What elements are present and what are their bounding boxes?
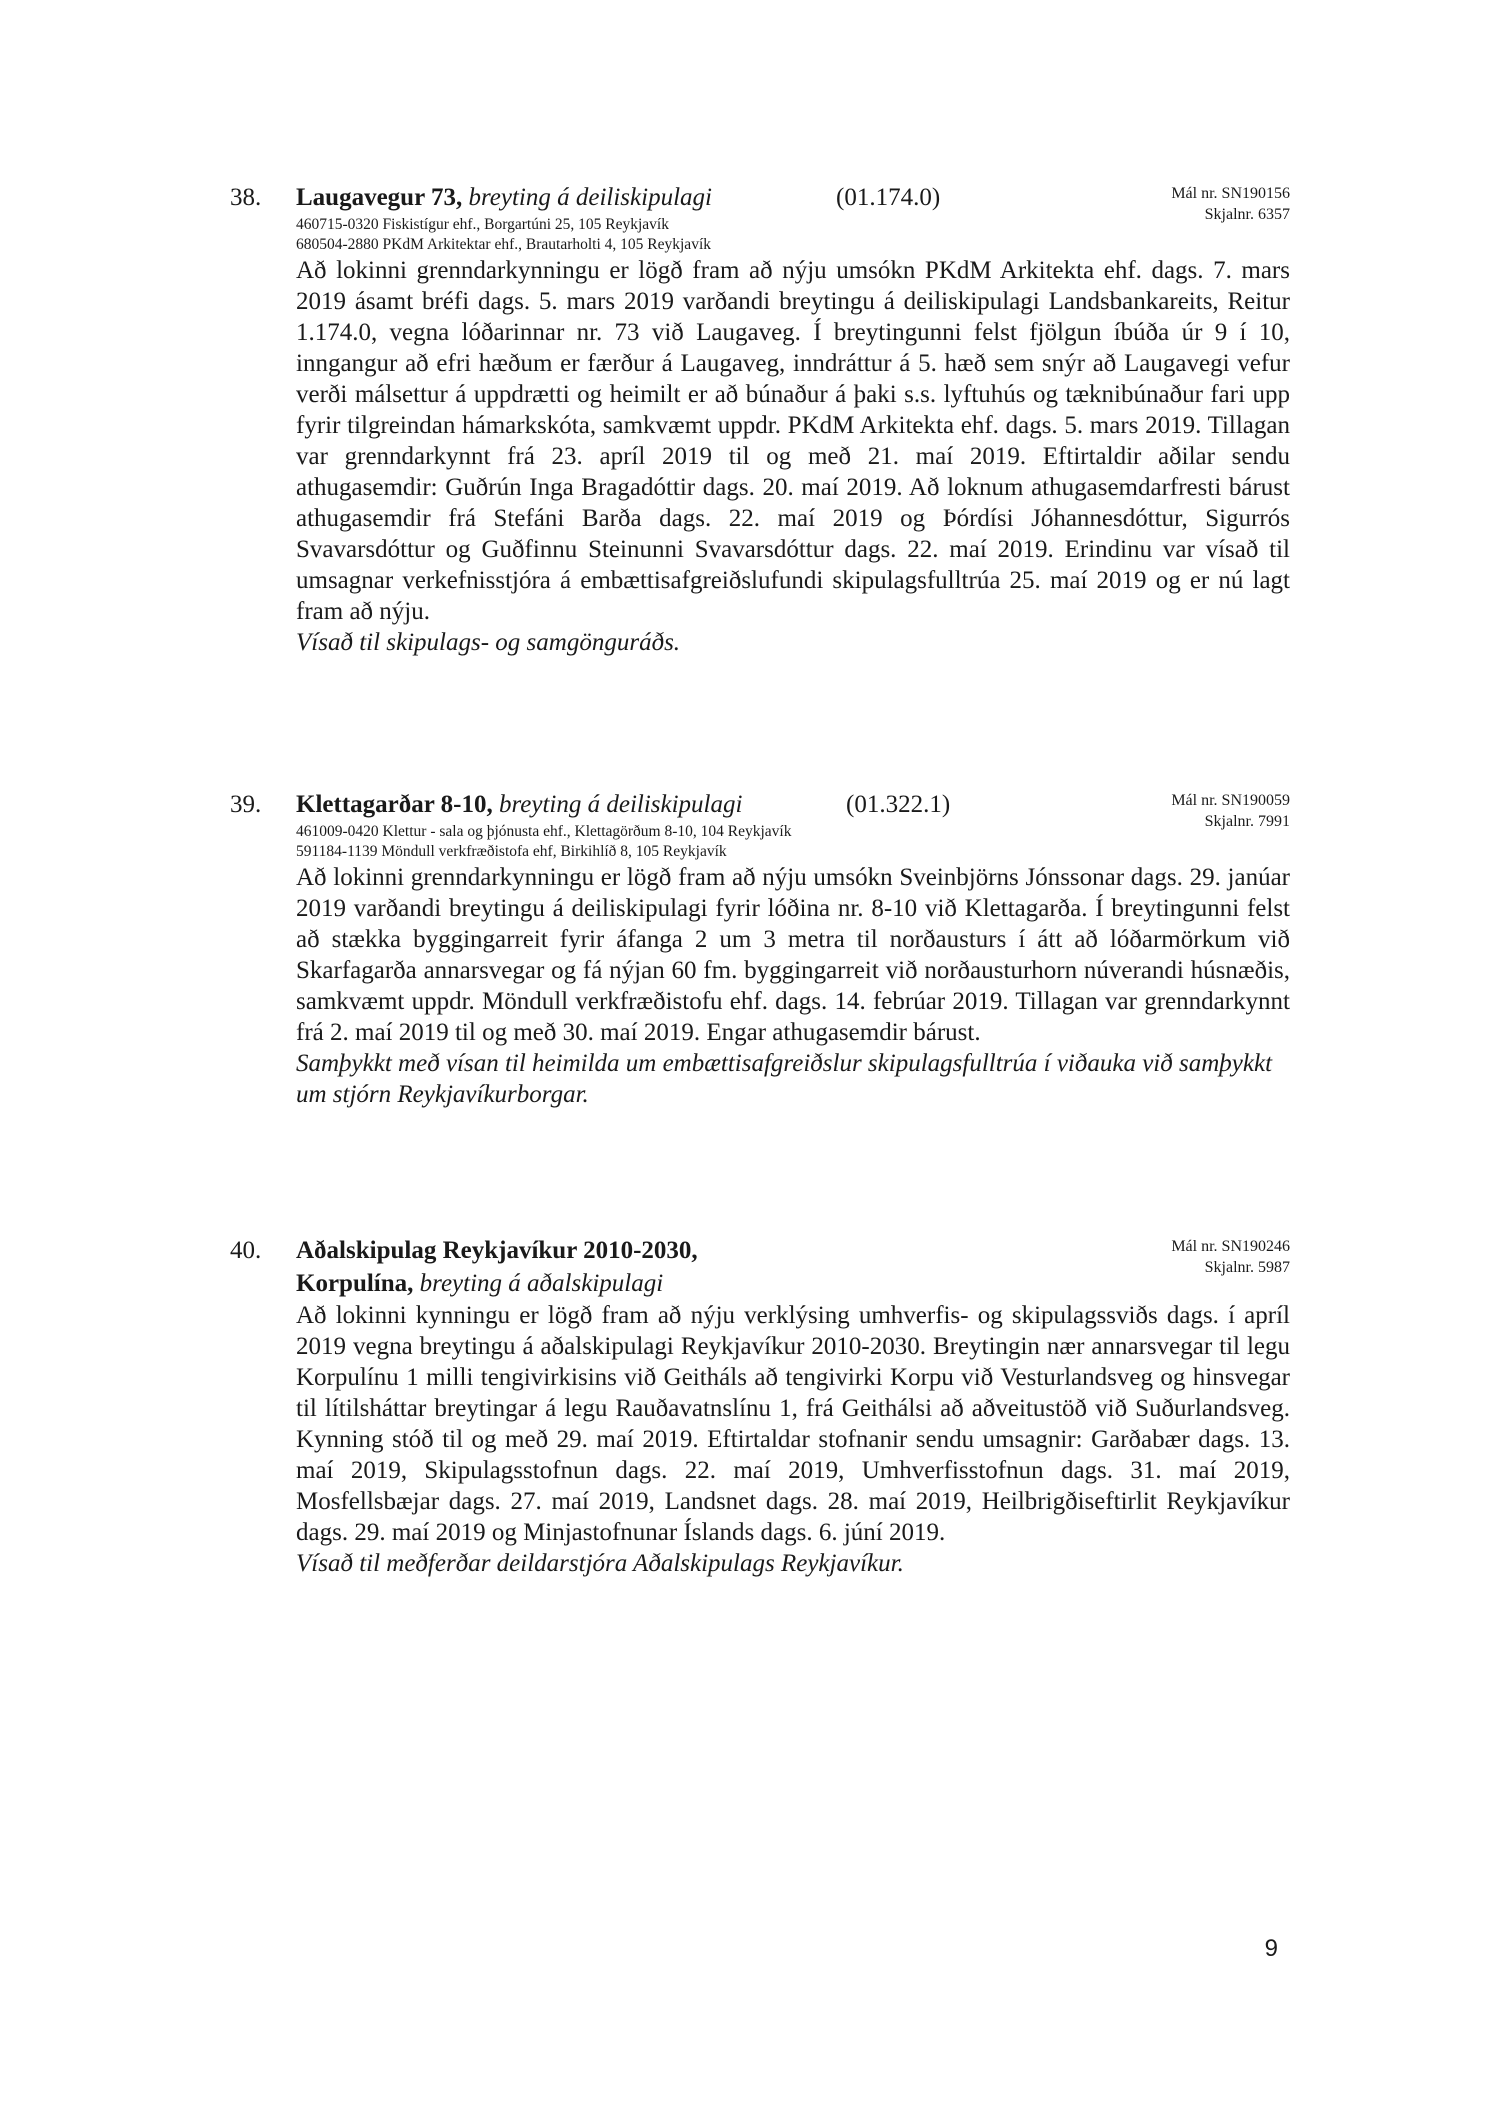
agenda-item-39 bbox=[230, 788, 1290, 1110]
case-meta bbox=[1171, 1236, 1290, 1278]
item-header bbox=[296, 181, 1290, 223]
applicant-line: 591184-1139 Möndull verkfræðistofa ehf, Birkihlíð 8, 105 Reykjavík bbox=[296, 843, 727, 860]
item-body: Að lokinni kynningu er lögð fram að nýju verklýsing umhverfis- og skipulagssviðs dags. í apríl 2019 vegna breytingu á aðalskipulagi Reykjavíkur 2010-2030. Breytingin nær annarsvegar til legu Korpulínu 1 milli tengivirkisins við Geitháls að tengivirki Korpu við Vesturlandsveg og hinsvegar til lítilsháttar breytingar á legu Rauðavatnslínu 1, frá Geithálsi að aðveitustöð við Suðurlandsveg. Kynning stóð til og með 29. maí 2019. Eftirtaldar stofnanir sendu umsagnir: Garðabær dags. 13. maí 2019, Skipulagsstofnun dags. 22. maí 2019, Umhverfisstofnun dags. 31. maí 2019, Mosfellsbæjar dags. 27. maí 2019, Landsnet dags. 28. maí 2019, Heilbrigðiseftirlit Reykjavíkur dags. 29. maí 2019 og Minjastofnunar Íslands dags. 6. júní 2019. bbox=[296, 1302, 1290, 1546]
document-number: Skjalnr. 7991 bbox=[1204, 813, 1290, 830]
item-number: 39. bbox=[230, 791, 262, 818]
document-number: Skjalnr. 5987 bbox=[1204, 1259, 1290, 1276]
applicant-line: 461009-0420 Klettur - sala og þjónusta ehf., Klettagörðum 8-10, 104 Reykjavík bbox=[296, 823, 792, 840]
applicant-line: 680504-2880 PKdM Arkitektar ehf., Brautarholti 4, 105 Reykjavík bbox=[296, 236, 711, 253]
agenda-item-40 bbox=[230, 1234, 1290, 1579]
item-title-address: Klettagarðar 8-10, bbox=[296, 791, 493, 818]
case-number: Mál nr. SN190059 bbox=[1171, 792, 1290, 809]
item-number: 38. bbox=[230, 184, 262, 211]
item-body: Að lokinni grenndarkynningu er lögð fram að nýju umsókn PKdM Arkitekta ehf. dags. 7. mars 2019 ásamt bréfi dags. 5. mars 2019 varðandi breytingu á deiliskipulagi Landsbankareits, Reitur 1.174.0, vegna lóðarinnar nr. 73 við Laugaveg. Í breytingunni felst fjölgun íbúða úr 9 í 10, inngangur að efri hæðum er færður á Laugaveg, inndráttur á 5. hæð sem snýr að Laugavegi vefur verði málsettur á uppdrætti og heimilt er að búnaður á þaki s.s. lyftuhús og tæknibúnaður fari upp fyrir tilgreindan hámarkskóta, samkvæmt uppdr. PKdM Arkitekta ehf. dags. 5. mars 2019. Tillagan var grenndarkynnt frá 23. apríl 2019 til og með 21. maí 2019. Eftirtaldir aðilar sendu athugasemdir: Guðrún Inga Bragadóttir dags. 20. maí 2019. Að loknum athugasemdarfresti bárust athugasemdir frá Stefáni Barða dags. 22. maí 2019 og Þórdísi Jóhannesdóttur, Sigurrós Svavarsdóttur og Guðfinnu Steinunni Svavarsdóttur dags. 22. maí 2019. Erindinu var vísað til umsagnar verkefnisstjóra á embættisafgreiðslufundi skipulagsfulltrúa 25. maí 2019 og er nú lagt fram að nýju. bbox=[296, 257, 1290, 625]
item-conclusion: Vísað til meðferðar deildarstjóra Aðalskipulags Reykjavíkur. bbox=[296, 1550, 904, 1577]
case-meta bbox=[1171, 183, 1290, 225]
item-body: Að lokinni grenndarkynningu er lögð fram að nýju umsókn Sveinbjörns Jónssonar dags. 29. janúar 2019 varðandi breytingu á deiliskipulagi fyrir lóðina nr. 8-10 við Klettagarða. Í breytingunni felst að stækka byggingarreit fyrir áfanga 2 um 3 metra til norðausturs í átt að lóðarmörkum við Skarfagarða annarsvegar og fá nýjan 60 fm. byggingarreit við norðausturhorn núverandi húsnæðis, samkvæmt uppdr. Möndull verkfræðistofu ehf. dags. 14. febrúar 2019. Tillagan var grenndarkynnt frá 2. maí 2019 til og með 30. maí 2019. Engar athugasemdir bárust. bbox=[296, 864, 1290, 1046]
agenda-item-38 bbox=[230, 181, 1290, 658]
item-title bbox=[296, 1234, 1290, 1267]
applicants bbox=[296, 215, 1290, 255]
item-conclusion: Samþykkt með vísan til heimilda um embættisafgreiðslur skipulagsfulltrúa í viðauka við samþykkt um stjórn Reykjavíkurborgar. bbox=[296, 1050, 1273, 1108]
item-title bbox=[296, 788, 1290, 821]
item-title-subject: breyting á deiliskipulagi bbox=[498, 791, 743, 818]
case-number: Mál nr. SN190156 bbox=[1171, 185, 1290, 202]
parcel-number: (01.174.0) bbox=[836, 184, 941, 211]
item-title-subject: breyting á aðalskipulagi bbox=[419, 1270, 664, 1297]
item-conclusion: Vísað til skipulags- og samgönguráðs. bbox=[296, 629, 681, 656]
item-title-second-line bbox=[296, 1267, 1290, 1300]
item-title bbox=[296, 181, 1290, 214]
document-number: Skjalnr. 6357 bbox=[1204, 206, 1290, 223]
item-title-subject: breyting á deiliskipulagi bbox=[468, 184, 712, 211]
applicant-line: 460715-0320 Fiskistígur ehf., Borgartúni 25, 105 Reykjavík bbox=[296, 216, 669, 233]
case-meta bbox=[1171, 790, 1290, 832]
item-header bbox=[296, 1234, 1290, 1300]
item-title-area: Korpulína, bbox=[296, 1270, 414, 1297]
item-header bbox=[296, 788, 1290, 830]
item-title-address: Laugavegur 73, bbox=[296, 184, 463, 211]
item-number: 40. bbox=[230, 1237, 262, 1264]
item-title-plan: Aðalskipulag Reykjavíkur 2010-2030, bbox=[296, 1237, 698, 1264]
case-number: Mál nr. SN190246 bbox=[1171, 1238, 1290, 1255]
parcel-number: (01.322.1) bbox=[846, 791, 951, 818]
applicants bbox=[296, 822, 1290, 862]
page-number: 9 bbox=[1264, 1935, 1278, 1962]
